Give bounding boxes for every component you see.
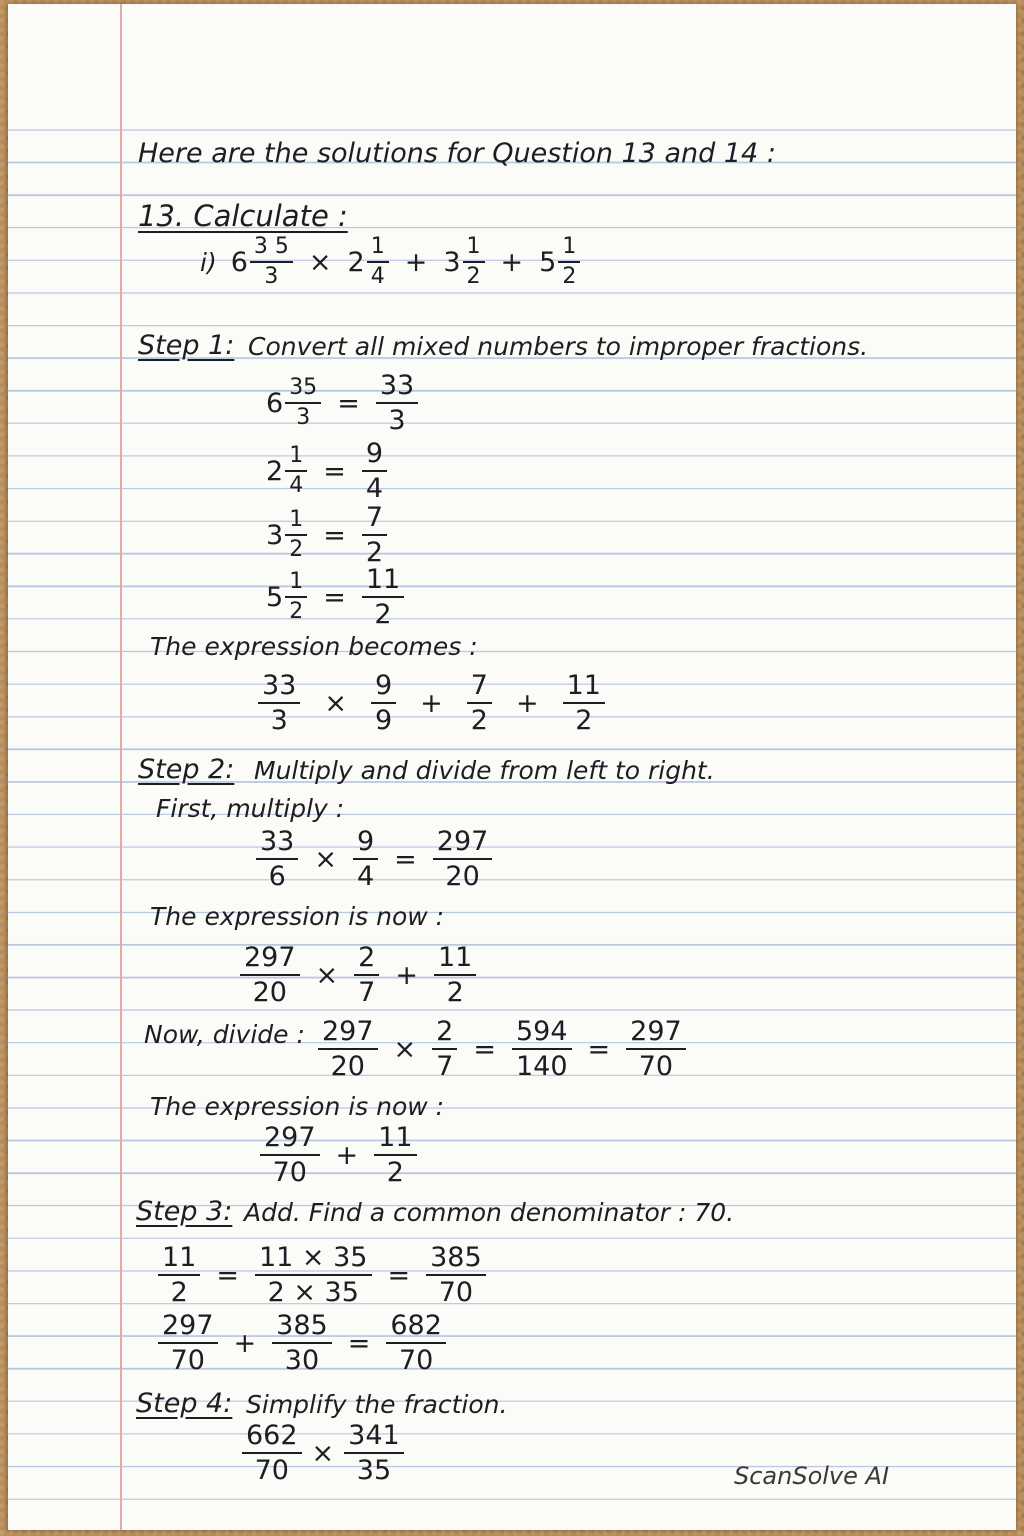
- numerator: 9: [362, 440, 387, 472]
- denominator: 20: [445, 861, 480, 892]
- numerator: 1: [463, 236, 485, 263]
- operator: +: [500, 246, 524, 278]
- numerator: 7: [362, 504, 387, 536]
- numerator: 9: [353, 828, 378, 860]
- numerator: 385: [272, 1312, 332, 1344]
- denominator: 2: [289, 537, 304, 562]
- numerator: 11: [563, 672, 605, 704]
- numerator: 341: [344, 1422, 404, 1454]
- denominator: 2: [170, 1277, 188, 1308]
- operator: +: [335, 1139, 359, 1171]
- step-2-label: Step 2:: [138, 754, 235, 785]
- numerator: 297: [318, 1018, 378, 1050]
- operator: ×: [311, 1437, 335, 1469]
- denominator: 7: [358, 977, 376, 1008]
- numerator: 11: [158, 1244, 200, 1276]
- denominator: 35: [356, 1455, 392, 1486]
- mixed-number: [348, 236, 389, 288]
- operator: ×: [393, 1033, 417, 1065]
- numerator: 297: [158, 1312, 218, 1344]
- conversion-row: 2 $\frac{1}{4}$ = $\frac{9}{4}$: [266, 440, 387, 502]
- denominator: 70: [272, 1157, 307, 1188]
- expression-now-2: The expression is now :: [150, 1092, 445, 1121]
- operator: +: [420, 687, 443, 719]
- denominator: 2: [374, 599, 392, 630]
- question-13-label: 13. Calculate :: [138, 199, 348, 233]
- numerator: 11 × 35: [255, 1244, 372, 1276]
- numerator: 297: [260, 1124, 320, 1156]
- expression-now-1: The expression is now :: [150, 902, 445, 931]
- operator: ×: [324, 687, 347, 719]
- numerator: 11: [374, 1124, 416, 1156]
- numerator: 662: [242, 1422, 302, 1454]
- margin-line: [120, 4, 122, 1530]
- addition-expression: [158, 1312, 446, 1374]
- step-2-text: Multiply and divide from left to right.: [254, 756, 715, 785]
- expression-1: [258, 672, 605, 734]
- numerator: 9: [371, 672, 396, 704]
- denominator: 70: [254, 1455, 289, 1486]
- operator: =: [387, 1259, 411, 1291]
- numerator: 33: [256, 828, 298, 860]
- step-1-label: Step 1:: [138, 330, 235, 361]
- first-multiply: First, multiply :: [156, 794, 345, 823]
- denominator: 2: [365, 537, 383, 568]
- whole: 2: [266, 455, 284, 487]
- numerator: 297: [433, 828, 493, 860]
- operator: =: [347, 1327, 371, 1359]
- conversion-row: 3 $\frac{1}{2}$ = $\frac{7}{2}$: [266, 504, 387, 566]
- now-divide-label: Now, divide :: [144, 1020, 305, 1049]
- numerator: 2: [354, 944, 379, 976]
- question-13-problem: [200, 236, 580, 288]
- part-label: i): [200, 247, 217, 277]
- numerator: 11: [434, 944, 476, 976]
- denominator: 4: [356, 861, 375, 892]
- step-3-label: Step 3:: [136, 1196, 233, 1227]
- whole: 6: [266, 387, 284, 419]
- denominator: 2: [466, 264, 481, 289]
- operator: =: [216, 1259, 239, 1291]
- denominator: 70: [638, 1051, 674, 1082]
- denominator: 30: [284, 1345, 320, 1376]
- step-1-text: Convert all mixed numbers to improper fractions.: [248, 332, 869, 361]
- multiply-expression: [256, 828, 492, 890]
- numerator: 2: [432, 1018, 457, 1050]
- denominator: 70: [438, 1277, 474, 1308]
- denominator: 3: [270, 705, 288, 736]
- numerator: 297: [240, 944, 300, 976]
- conversion-row: 6 $\frac{35}{3}$ = $\frac{33}{3}$: [266, 372, 418, 434]
- whole: 6: [230, 246, 248, 278]
- numerator: 33: [376, 372, 418, 404]
- whole: 3: [443, 246, 461, 278]
- expression-becomes: The expression becomes :: [150, 632, 478, 661]
- numerator: 1: [558, 236, 580, 263]
- denominator: 6: [268, 861, 286, 892]
- step-4-text: Simplify the fraction.: [246, 1390, 508, 1419]
- denominator: 4: [370, 264, 385, 289]
- denominator: 2 × 35: [267, 1277, 359, 1308]
- common-denominator-expression: [158, 1244, 486, 1306]
- expression-2: [240, 944, 476, 1006]
- divide-expression: [318, 1018, 686, 1080]
- denominator: 3: [264, 264, 279, 289]
- whole: 3: [266, 519, 284, 551]
- denominator: 2: [289, 599, 304, 624]
- numerator: 1: [367, 236, 389, 263]
- denominator: 2: [470, 705, 488, 736]
- denominator: 3: [296, 405, 311, 430]
- numerator: 3 5: [250, 236, 293, 263]
- operator: ×: [314, 843, 337, 875]
- brand-watermark: ScanSolve AI: [734, 1462, 890, 1490]
- operator: +: [404, 246, 428, 278]
- step-4-label: Step 4:: [136, 1388, 233, 1419]
- denominator: 70: [398, 1345, 434, 1376]
- denominator: 20: [252, 977, 287, 1008]
- notebook-paper: [8, 4, 1016, 1530]
- denominator: 7: [436, 1051, 454, 1082]
- denominator: 140: [515, 1051, 568, 1082]
- numerator: 11: [362, 566, 404, 598]
- expression-3: [260, 1124, 417, 1186]
- denominator: 9: [374, 705, 393, 736]
- denominator: 20: [330, 1051, 365, 1082]
- denominator: 4: [289, 473, 304, 498]
- numerator: 385: [426, 1244, 486, 1276]
- denominator: 70: [170, 1345, 205, 1376]
- denominator: 2: [575, 705, 593, 736]
- numerator: 1: [285, 445, 307, 472]
- operator: =: [394, 843, 417, 875]
- page-title: Here are the solutions for Question 13 and 14 :: [138, 138, 776, 169]
- operator: =: [473, 1033, 496, 1065]
- mixed-number: [231, 236, 293, 288]
- whole: 2: [347, 246, 365, 278]
- numerator: 1: [285, 571, 307, 598]
- operator: ×: [308, 246, 332, 278]
- whole: 5: [266, 581, 284, 613]
- numerator: 7: [467, 672, 492, 704]
- operator: =: [587, 1033, 611, 1065]
- simplify-expression: [242, 1422, 404, 1484]
- numerator: 682: [386, 1312, 446, 1344]
- denominator: 3: [388, 405, 406, 436]
- whole: 5: [539, 246, 557, 278]
- numerator: 594: [512, 1018, 572, 1050]
- step-3-text: Add. Find a common denominator : 70.: [244, 1198, 735, 1227]
- numerator: 33: [258, 672, 300, 704]
- conversion-row: 5 $\frac{1}{2}$ = $\frac{11}{2}$: [266, 566, 404, 628]
- operator: +: [233, 1327, 257, 1359]
- mixed-number: [443, 236, 484, 288]
- numerator: 1: [285, 509, 307, 536]
- numerator: 35: [285, 377, 321, 404]
- denominator: 2: [562, 264, 577, 289]
- operator: +: [395, 959, 418, 991]
- denominator: 2: [386, 1157, 404, 1188]
- denominator: 2: [446, 977, 464, 1008]
- operator: ×: [315, 959, 339, 991]
- operator: +: [515, 687, 539, 719]
- numerator: 297: [626, 1018, 686, 1050]
- denominator: 4: [365, 473, 383, 504]
- mixed-number: [539, 236, 580, 288]
